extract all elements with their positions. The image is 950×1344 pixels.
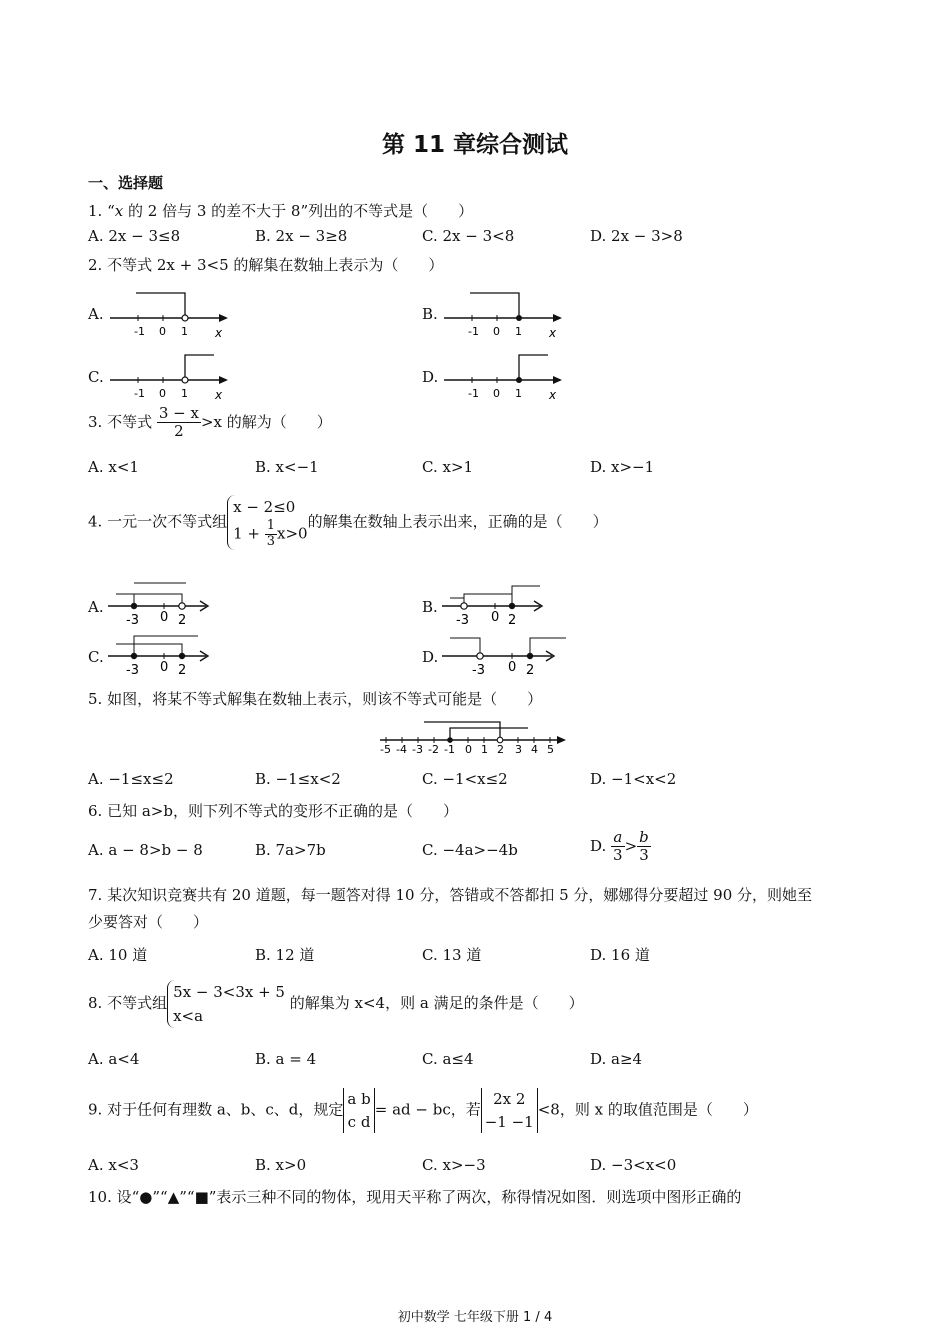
- q7-option-c: C. 13 道: [422, 946, 482, 964]
- q9-prefix: 9. 对于任何有理数 a、b、c、d，规定: [88, 1100, 344, 1119]
- q2-numberline-d: [442, 348, 572, 404]
- question-2: 2. 不等式 2x + 3<5 的解集在数轴上表示为（ ）: [88, 256, 444, 274]
- question-7-line2: 少要答对（ ）: [88, 913, 209, 931]
- svg-text:1: 1: [481, 743, 488, 756]
- q5-option-c: C. −1<x≤2: [422, 770, 508, 788]
- q5-option-a: A. −1≤x≤2: [88, 770, 174, 788]
- page-title: 第 11 章综合测试: [381, 132, 569, 158]
- svg-text:1: 1: [181, 387, 188, 400]
- q4-system: x − 2≤0 1 + $\frac{1}{3}$ x>0: [227, 495, 308, 550]
- q4-numberline-a: [106, 578, 221, 628]
- q4-label-b: B.: [422, 598, 438, 616]
- q1-text-a: 1. “: [88, 202, 115, 220]
- svg-text:-2: -2: [428, 743, 439, 756]
- q1-option-d: D. 2x − 3>8: [590, 227, 683, 245]
- q1-option-b: B. 2x − 3≥8: [255, 227, 348, 245]
- svg-text:0: 0: [493, 387, 500, 400]
- svg-text:x: x: [549, 326, 557, 340]
- q7-option-d: D. 16 道: [590, 946, 650, 964]
- q9-suffix: <8，则 x 的取值范围是（ ）: [537, 1100, 758, 1119]
- svg-text:2: 2: [497, 743, 504, 756]
- svg-text:-1: -1: [444, 743, 455, 756]
- question-3: [88, 405, 332, 441]
- svg-text:x: x: [549, 388, 557, 402]
- question-5: 5. 如图，将某不等式解集在数轴上表示，则该不等式可能是（ ）: [88, 690, 543, 708]
- svg-text:-1: -1: [468, 387, 479, 400]
- svg-text:5: 5: [547, 743, 554, 756]
- q1-text-b: 的 2 倍与 3 的差不大于 8”列出的不等式是（ ）: [123, 202, 474, 220]
- svg-text:-4: -4: [396, 743, 407, 756]
- question-7-line1: 7. 某次知识竞赛共有 20 道题，每一题答对得 10 分，答错或不答都扣 5 分，娜娜得分要超过 90 分，则她至: [88, 886, 813, 904]
- svg-text:2: 2: [178, 663, 187, 678]
- q2-label-a: A.: [88, 305, 104, 323]
- section-heading: 一、选择题: [88, 174, 164, 192]
- q1-option-a: A. 2x − 3≤8: [88, 227, 181, 245]
- q9-determinant-given: 2x 2 −1 −1: [481, 1088, 538, 1133]
- svg-text:-3: -3: [126, 613, 139, 628]
- q2-label-d: D.: [422, 368, 439, 386]
- svg-text:1: 1: [181, 325, 188, 338]
- q2-numberline-a: [108, 286, 238, 342]
- q6-option-d: D. $\frac{a}{3}$ > $\frac{b}{3}$: [590, 828, 649, 865]
- q8-prefix: 8. 不等式组: [88, 994, 168, 1012]
- svg-text:0: 0: [160, 610, 169, 625]
- q7-option-a: A. 10 道: [88, 946, 148, 964]
- q4-label-a: A.: [88, 598, 104, 616]
- svg-text:2: 2: [526, 663, 535, 678]
- question-6: 6. 已知 a>b，则下列不等式的变形不正确的是（ ）: [88, 802, 458, 820]
- q6-option-b: B. 7a>7b: [255, 841, 326, 859]
- q8-option-a: A. a<4: [88, 1050, 140, 1068]
- q8-system: 5x − 3<3x + 5 x<a: [167, 980, 285, 1028]
- question-8: [88, 980, 584, 1028]
- svg-text:x: x: [215, 326, 223, 340]
- svg-text:-1: -1: [134, 325, 145, 338]
- page-footer: 初中数学 七年级下册 1 / 4: [397, 1310, 553, 1325]
- q4-numberline-b: [440, 578, 555, 628]
- svg-text:-3: -3: [472, 663, 485, 678]
- q4-numberline-d: [440, 628, 570, 678]
- svg-text:-3: -3: [456, 613, 469, 628]
- question-4: [88, 495, 608, 550]
- question-1: [88, 200, 473, 221]
- q8-option-d: D. a≥4: [590, 1050, 643, 1068]
- svg-text:0: 0: [159, 387, 166, 400]
- q4-suffix: 的解集在数轴上表示出来，正确的是（ ）: [307, 512, 608, 531]
- q5-numberline: [376, 713, 576, 757]
- q4-label-d: D.: [422, 648, 439, 666]
- q3-option-a: A. x<1: [88, 458, 139, 476]
- svg-text:x: x: [215, 388, 223, 402]
- question-9: [88, 1088, 758, 1133]
- svg-text:2: 2: [178, 613, 187, 628]
- q9-option-b: B. x>0: [255, 1156, 307, 1174]
- q3-option-d: D. x>−1: [590, 458, 655, 476]
- q7-option-b: B. 12 道: [255, 946, 315, 964]
- svg-text:-5: -5: [380, 743, 391, 756]
- svg-text:0: 0: [493, 325, 500, 338]
- q8-option-b: B. a = 4: [255, 1050, 317, 1068]
- q4-prefix: 4. 一元一次不等式组: [88, 512, 228, 531]
- svg-text:4: 4: [531, 743, 538, 756]
- svg-text:-1: -1: [134, 387, 145, 400]
- q3-option-c: C. x>1: [422, 458, 474, 476]
- q3-suffix: >x 的解为（ ）: [200, 412, 332, 431]
- svg-text:1: 1: [515, 387, 522, 400]
- q2-label-b: B.: [422, 305, 438, 323]
- q1-option-c: C. 2x − 3<8: [422, 227, 515, 245]
- svg-text:3: 3: [515, 743, 522, 756]
- q5-option-b: B. −1≤x<2: [255, 770, 341, 788]
- svg-text:0: 0: [160, 660, 169, 675]
- svg-text:-3: -3: [412, 743, 423, 756]
- q2-label-c: C.: [88, 368, 104, 386]
- svg-text:0: 0: [491, 610, 500, 625]
- q9-option-c: C. x>−3: [422, 1156, 486, 1174]
- q6-option-c: C. −4a>−4b: [422, 841, 518, 859]
- question-10: 10. 设“●”“▲”“■”表示三种不同的物体，现用天平称了两次，称得情况如图．则选项中图形正确的: [88, 1188, 742, 1206]
- svg-text:-3: -3: [126, 663, 139, 678]
- q8-suffix: 的解集为 x<4，则 a 满足的条件是（ ）: [289, 994, 584, 1012]
- q1-var: x: [114, 202, 124, 220]
- svg-text:0: 0: [465, 743, 472, 756]
- svg-text:1: 1: [515, 325, 522, 338]
- q4-numberline-c: [106, 628, 221, 678]
- svg-text:2: 2: [508, 613, 517, 628]
- q3-fraction: $\frac{3 - x}{2}$: [158, 404, 199, 441]
- q9-determinant-def: a b c d: [343, 1088, 374, 1133]
- q9-option-a: A. x<3: [88, 1156, 139, 1174]
- q2-numberline-c: [108, 348, 238, 404]
- svg-text:-1: -1: [468, 325, 479, 338]
- q6-option-a: A. a − 8>b − 8: [88, 841, 203, 859]
- svg-text:0: 0: [159, 325, 166, 338]
- q9-option-d: D. −3<x<0: [590, 1156, 677, 1174]
- q8-option-c: C. a≤4: [422, 1050, 474, 1068]
- q5-option-d: D. −1<x<2: [590, 770, 677, 788]
- q4-label-c: C.: [88, 648, 104, 666]
- q3-option-b: B. x<−1: [255, 458, 319, 476]
- svg-text:0: 0: [508, 660, 517, 675]
- q3-prefix: 3. 不等式: [88, 412, 153, 431]
- q9-mid: = ad − bc，若: [374, 1100, 481, 1119]
- q2-numberline-b: [442, 286, 572, 342]
